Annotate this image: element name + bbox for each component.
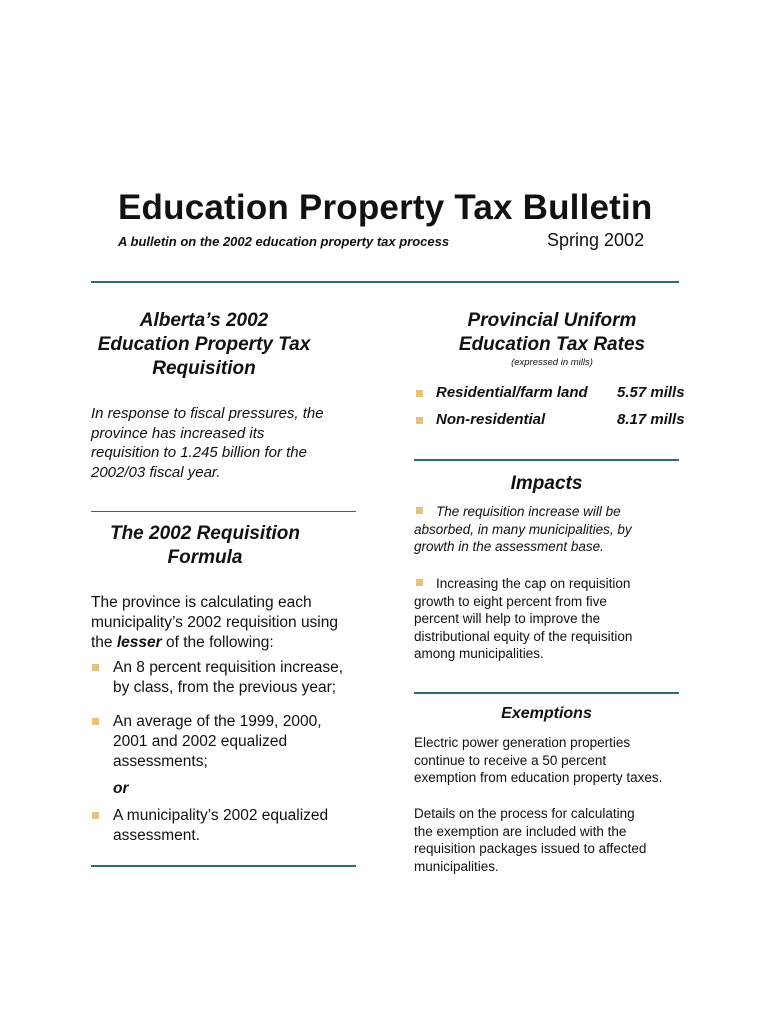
bullet-icon [92, 812, 99, 819]
formula-item-1: An 8 percent requisition increase, by class, from the previous year; [113, 659, 344, 696]
lesser-emphasis: lesser [116, 634, 162, 651]
formula-item-2: An average of the 1999, 2000, 2001 and 2002 equalized assessments; [113, 713, 322, 770]
right-divider-1 [414, 459, 679, 461]
impacts-paragraph-1: The requisition increase will be absorbed, in many municipalities, by growth in the assessment base. [414, 504, 632, 554]
bullet-icon [416, 390, 423, 397]
rates-note: (expressed in mills) [511, 357, 593, 368]
left-divider-1 [91, 511, 356, 512]
bulletin-title: Education Property Tax Bulletin [118, 188, 653, 227]
bullet-icon [416, 417, 423, 424]
rates-heading: Provincial Uniform Education Tax Rates [458, 310, 646, 355]
or-label: or [113, 780, 129, 797]
rate-label-residential: Residential/farm land [436, 384, 588, 401]
impacts-heading: Impacts [510, 473, 583, 494]
impacts-paragraph-2: Increasing the cap on requisition growth to eight percent from five percent will help to improve the distributional equity of the requisition among municipalities. [414, 576, 633, 661]
bulletin-subtitle: A bulletin on the 2002 education property tax process [118, 234, 450, 249]
header-divider [91, 281, 679, 283]
requisition-heading: Alberta’s 2002 Education Property Tax Requisition [97, 310, 311, 379]
formula-item-3: A municipality’s 2002 equalized assessment. [113, 807, 329, 844]
exemptions-paragraph-1: Electric power generation properties continue to receive a 50 percent exemption from education property taxes. [414, 735, 663, 785]
right-divider-2 [414, 692, 679, 694]
formula-intro: The province is calculating each municipality’s 2002 requisition using the lesser of the following: [91, 594, 338, 651]
bullet-icon [92, 718, 99, 725]
formula-heading: The 2002 Requisition Formula [109, 523, 301, 568]
requisition-paragraph: In response to fiscal pressures, the province has increased its requisition to 1.245 billion for the 2002/03 fiscal year. [91, 405, 324, 481]
rate-value-residential: 5.57 mills [617, 384, 685, 401]
bulletin-season: Spring 2002 [547, 230, 645, 250]
exemptions-heading: Exemptions [501, 705, 592, 722]
exemptions-paragraph-2: Details on the process for calculating the exemption are included with the requisition packages issued to affected municipalities. [414, 806, 647, 874]
bullet-icon [92, 664, 99, 671]
left-divider-2 [91, 865, 356, 867]
rate-label-nonresidential: Non-residential [436, 411, 546, 428]
rate-value-nonresidential: 8.17 mills [617, 411, 685, 428]
